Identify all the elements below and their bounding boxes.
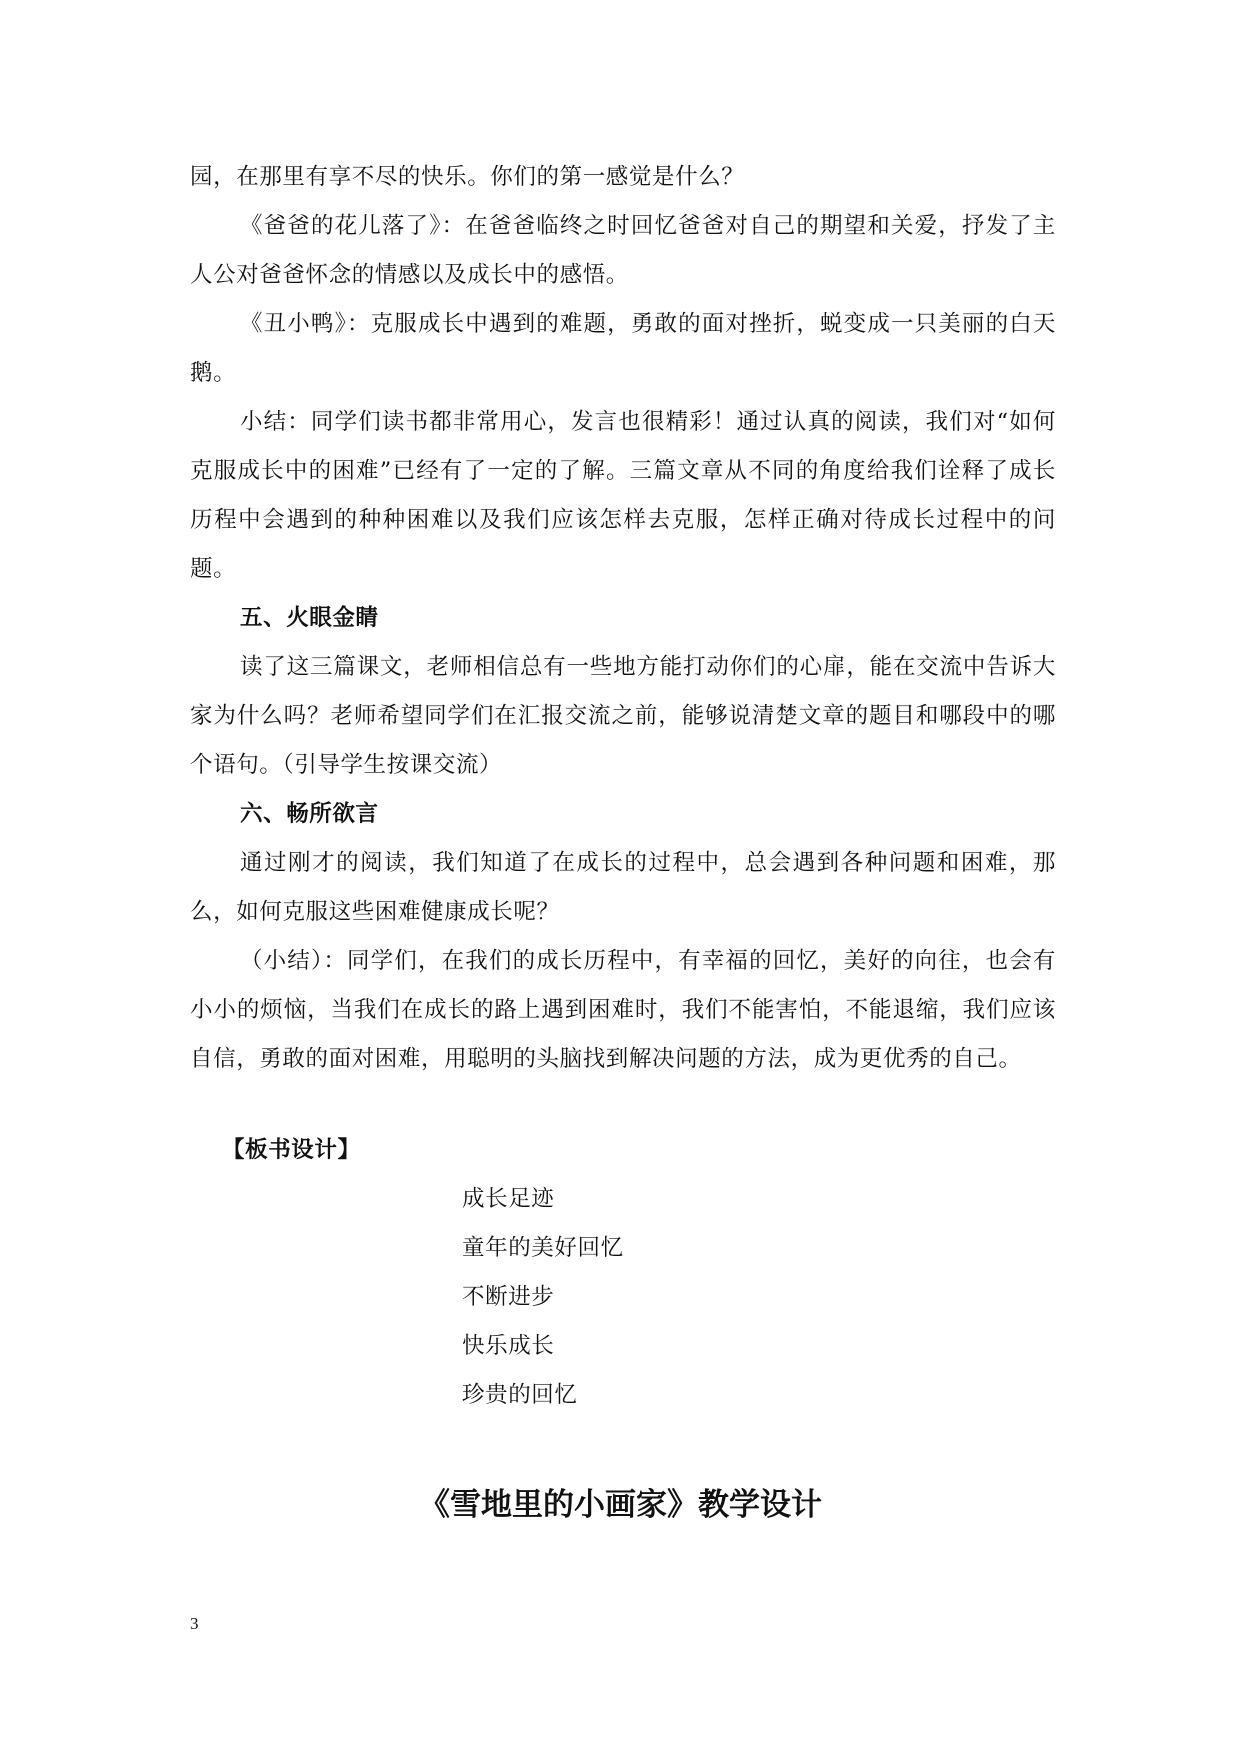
board-line: 珍贵的回忆 (462, 1382, 578, 1408)
next-lesson-title: 《雪地里的小画家》教学设计 (419, 1487, 822, 1523)
board-line: 不断进步 (462, 1284, 555, 1310)
board-line: 童年的美好回忆 (462, 1235, 624, 1261)
page-number: 3 (190, 1614, 199, 1633)
paragraph-ugly-duckling: 《丑小鸭》：克服成长中遇到的难题，勇敢的面对挫折，蜕变成一只美丽的白天鹅。 (190, 311, 1056, 386)
board-design-list (462, 1175, 624, 1420)
body-text-top (190, 153, 1056, 1084)
board-line: 快乐成长 (462, 1333, 555, 1359)
paragraph-father-flowers: 《爸爸的花儿落了》：在爸爸临终之时回忆爸爸对自己的期望和关爱，抒发了主人公对爸爸怀念的情感以及成长中的感悟。 (190, 213, 1056, 288)
paragraph-section-5: 读了这三篇课文，老师相信总有一些地方能打动你们的心扉，能在交流中告诉大家为什么吗？老师希望同学们在汇报交流之前，能够说清楚文章的题目和哪段中的哪个语句。（引导学生按课交流） (190, 654, 1056, 778)
paragraph-section-6-a: 通过刚才的阅读，我们知道了在成长的过程中，总会遇到各种问题和困难，那么，如何克服这些困难健康成长呢？ (190, 850, 1056, 925)
paragraph-continuation: 园，在那里有享不尽的快乐。你们的第一感觉是什么？ (190, 164, 745, 190)
section-heading-5: 五、火眼金睛 (240, 605, 379, 631)
paragraph-section-6-b: （小结）：同学们，在我们的成长历程中，有幸福的回忆，美好的向往，也会有小小的烦恼，当我们在成长的路上遇到困难时，我们不能害怕，不能退缩，我们应该自信，勇敢的面对困难，用聪明的头脑找到解决问题的方法，成为更优秀的自己。 (190, 948, 1056, 1072)
paragraph-summary: 小结：同学们读书都非常用心，发言也很精彩！通过认真的阅读，我们对“如何克服成长中的困难”已经有了一定的了解。三篇文章从不同的角度给我们诠释了成长历程中会遇到的种种困难以及我们应该怎样去克服，怎样正确对待成长过程中的问题。 (190, 409, 1056, 582)
board-line: 成长足迹 (462, 1186, 555, 1212)
board-design-heading: 【板书设计】 (222, 1137, 361, 1163)
section-heading-6: 六、畅所欲言 (240, 801, 379, 827)
